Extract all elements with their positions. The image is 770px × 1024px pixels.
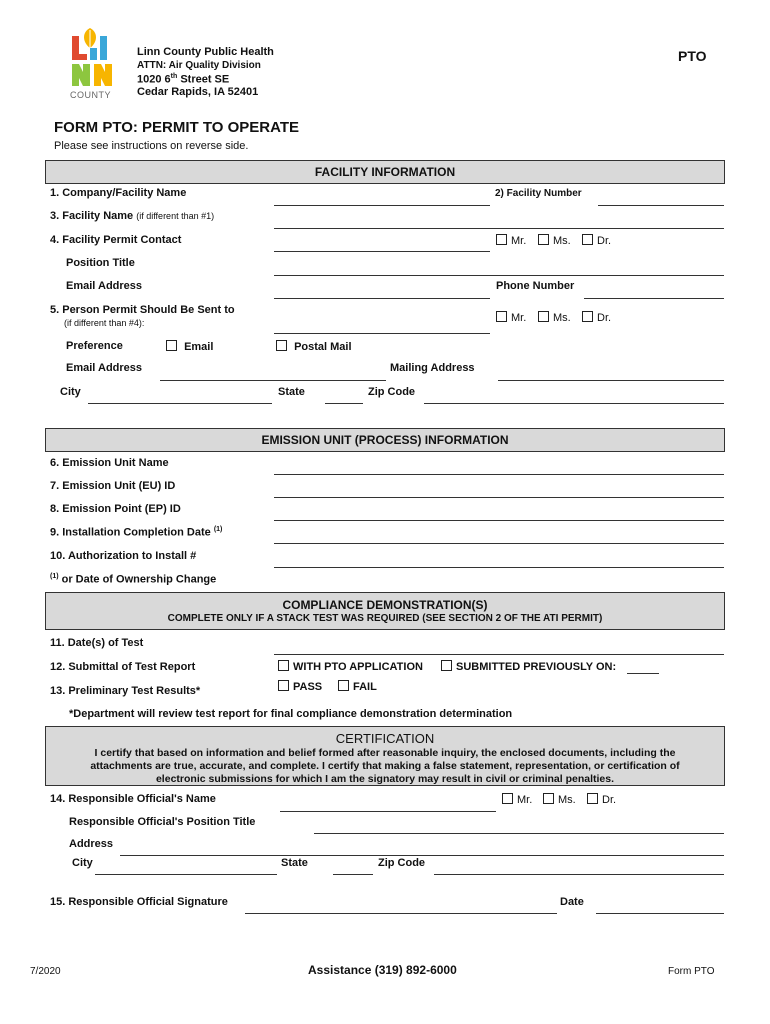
- official-name-label: 14. Responsible Official's Name: [50, 793, 216, 805]
- official-position-label: Responsible Official's Position Title: [69, 816, 256, 828]
- company-name-label: 1. Company/Facility Name: [50, 187, 187, 199]
- email2-label: Email Address: [66, 362, 143, 374]
- mailing-address-label: Mailing Address: [390, 362, 475, 374]
- position-title-field[interactable]: [274, 275, 724, 276]
- facility-number-field[interactable]: [598, 205, 724, 206]
- test-dates-field[interactable]: [274, 654, 724, 655]
- emission-unit-name-field[interactable]: [274, 474, 724, 475]
- preference-postal-checkbox[interactable]: Postal Mail: [276, 340, 352, 353]
- email-address-label: Email Address: [66, 280, 143, 292]
- official-address-field[interactable]: [120, 855, 724, 856]
- installation-date-field[interactable]: [274, 543, 724, 544]
- state-field[interactable]: [325, 403, 363, 404]
- signature-label: 15. Responsible Official Signature: [50, 896, 228, 908]
- email2-field[interactable]: [160, 380, 386, 381]
- state-label: State: [278, 386, 305, 398]
- facility-number-label: 2) Facility Number: [495, 188, 582, 199]
- sendto-mr-checkbox[interactable]: Mr.: [496, 311, 526, 324]
- submitted-previously-date-field[interactable]: [627, 673, 659, 674]
- official-name-field[interactable]: [280, 811, 496, 812]
- official-zip-label: Zip Code: [378, 857, 426, 869]
- revision-date: 7/2020: [30, 966, 61, 977]
- official-state-label: State: [281, 857, 308, 869]
- authorization-label: 10. Authorization to Install #: [50, 550, 197, 562]
- sendto-dr-checkbox[interactable]: Dr.: [582, 311, 611, 324]
- preference-label: Preference: [66, 340, 123, 352]
- submitted-previously-checkbox[interactable]: SUBMITTED PREVIOUSLY ON:: [441, 660, 616, 673]
- emission-unit-id-label: 7. Emission Unit (EU) ID: [50, 480, 176, 492]
- authorization-field[interactable]: [274, 567, 724, 568]
- department-review-note: *Department will review test report for final compliance demonstration determination: [69, 708, 513, 720]
- emission-section-header: EMISSION UNIT (PROCESS) INFORMATION: [45, 428, 725, 452]
- contact-mr-checkbox[interactable]: Mr.: [496, 234, 526, 247]
- contact-ms-checkbox[interactable]: Ms.: [538, 234, 571, 247]
- ownership-change-label: $^{(1)}$ or Date of Ownership Change: [50, 573, 217, 586]
- fail-checkbox[interactable]: FAIL: [338, 680, 377, 693]
- logo-county-word: COUNTY: [70, 90, 111, 100]
- facility-section-header: FACILITY INFORMATION: [45, 160, 725, 184]
- zip-label: Zip Code: [368, 386, 416, 398]
- email-address-field[interactable]: [274, 298, 490, 299]
- submittal-label: 12. Submittal of Test Report: [50, 661, 196, 673]
- zip-field[interactable]: [424, 403, 724, 404]
- official-mr-checkbox[interactable]: Mr.: [502, 793, 532, 806]
- county-logo: [68, 28, 122, 104]
- company-name-field[interactable]: [274, 205, 490, 206]
- preference-email-checkbox[interactable]: Email: [166, 340, 213, 353]
- signature-field[interactable]: [245, 913, 557, 914]
- phone-number-label: Phone Number: [496, 280, 575, 292]
- phone-number-field[interactable]: [584, 298, 724, 299]
- attn-line: ATTN: Air Quality Division: [137, 60, 261, 71]
- permit-contact-label: 4. Facility Permit Contact: [50, 234, 182, 246]
- send-to-label: 5. Person Permit Should Be Sent to: [50, 304, 235, 316]
- position-title-label: Position Title: [66, 257, 135, 269]
- send-to-field[interactable]: [274, 333, 490, 334]
- assistance-phone: Assistance (319) 892-6000: [308, 963, 457, 977]
- city-label: City: [60, 386, 81, 398]
- emission-point-id-field[interactable]: [274, 520, 724, 521]
- contact-dr-checkbox[interactable]: Dr.: [582, 234, 611, 247]
- official-city-label: City: [72, 857, 93, 869]
- facility-name-field[interactable]: [274, 228, 724, 229]
- certification-section-header: CERTIFICATION I certify that based on information and belief formed after reasonable inquiry, the enclosed documents, including the attachments are true, accurate, and complete. I certify that making a false statement, representation, or certification of electronic submissions for which I am the signatory may result in civil or criminal penalties.: [45, 726, 725, 786]
- agency-name: Linn County Public Health: [137, 46, 274, 58]
- certification-statement: I certify that based on information and belief formed after reasonable inquiry, the enclosed documents, including the attachments are true, accurate, and complete. I certify that making a false statement, representation, or certification of electronic submissions for which I am the signatory may result in civil or criminal penalties.: [90, 747, 680, 785]
- signature-date-field[interactable]: [596, 913, 724, 914]
- street-address: 1020 6th Street SE: [137, 73, 230, 86]
- test-dates-label: 11. Date(s) of Test: [50, 637, 144, 649]
- installation-date-label: 9. Installation Completion Date $^{(1)}$: [50, 526, 223, 539]
- footer-form-label: Form PTO: [668, 966, 715, 977]
- signature-date-label: Date: [560, 896, 584, 908]
- official-city-field[interactable]: [95, 874, 277, 875]
- city-line: Cedar Rapids, IA 52401: [137, 86, 259, 98]
- form-title: FORM PTO: PERMIT TO OPERATE: [54, 119, 300, 136]
- permit-contact-field[interactable]: [274, 251, 490, 252]
- city-field[interactable]: [88, 403, 272, 404]
- compliance-subheading: COMPLETE ONLY IF A STACK TEST WAS REQUIRED (SEE SECTION 2 OF THE ATI PERMIT): [167, 613, 603, 624]
- form-code: PTO: [678, 48, 707, 64]
- compliance-section-header: COMPLIANCE DEMONSTRATION(S) COMPLETE ONLY IF A STACK TEST WAS REQUIRED (SEE SECTION 2 OF THE ATI PERMIT): [45, 592, 725, 630]
- official-state-field[interactable]: [333, 874, 373, 875]
- pass-checkbox[interactable]: PASS: [278, 680, 322, 693]
- emission-unit-name-label: 6. Emission Unit Name: [50, 457, 169, 469]
- send-to-note: (if different than #4):: [64, 318, 145, 328]
- official-zip-field[interactable]: [434, 874, 724, 875]
- official-address-label: Address: [69, 838, 114, 850]
- with-pto-checkbox[interactable]: WITH PTO APPLICATION: [278, 660, 423, 673]
- official-dr-checkbox[interactable]: Dr.: [587, 793, 616, 806]
- sendto-ms-checkbox[interactable]: Ms.: [538, 311, 571, 324]
- facility-name-label: 3. Facility Name (if different than #1): [50, 210, 215, 222]
- official-position-field[interactable]: [314, 833, 724, 834]
- emission-point-id-label: 8. Emission Point (EP) ID: [50, 503, 181, 515]
- mailing-address-field[interactable]: [498, 380, 724, 381]
- instructions-note: Please see instructions on reverse side.: [54, 140, 249, 152]
- preliminary-results-label: 13. Preliminary Test Results*: [50, 685, 201, 697]
- emission-unit-id-field[interactable]: [274, 497, 724, 498]
- official-ms-checkbox[interactable]: Ms.: [543, 793, 576, 806]
